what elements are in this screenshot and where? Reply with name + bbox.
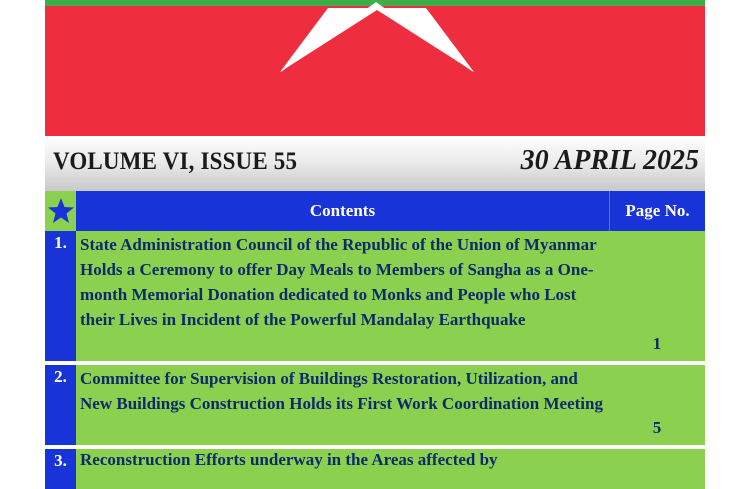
issue-date: 30 APRIL 2025 (520, 145, 699, 176)
toc-row-title[interactable]: Reconstruction Efforts underway in the Areas affected by (80, 450, 498, 469)
toc-header (45, 191, 705, 231)
toc-row[interactable] (45, 449, 705, 489)
volume-issue: VOLUME VI, ISSUE 55 (53, 148, 298, 175)
toc-row-number: 2. (45, 365, 76, 445)
contents-heading: Contents (309, 201, 376, 220)
toc-row-body (76, 231, 705, 361)
toc-row-page: 5 (652, 418, 662, 437)
toc-row-title[interactable]: Committee for Supervision of Buildings Restoration, Utilization, and New Buildings Construction Holds its First Work Coordination Meeting (80, 369, 603, 413)
issue-bar (45, 136, 705, 191)
toc-row-number: 1. (45, 231, 76, 361)
flag-star-icon (45, 0, 705, 136)
toc-row-page: 1 (652, 334, 662, 353)
star-icon (47, 197, 75, 225)
toc-row-body (76, 365, 705, 445)
page-number-heading: Page No. (609, 191, 705, 231)
toc-row-number: 3. (45, 449, 76, 489)
toc-row[interactable] (45, 231, 705, 361)
toc-star-cell (45, 191, 76, 231)
flag-banner (45, 0, 705, 136)
toc-row-body (76, 449, 705, 489)
toc-row[interactable] (45, 365, 705, 445)
toc-row-title[interactable]: State Administration Council of the Republic of the Union of Myanmar Holds a Ceremony to offer Day Meals to Members of Sangha as a One-month Memorial Donation dedicated to Monks and People who Lost their Lives in Incident of the Powerful Mandalay Earthquake (80, 235, 597, 329)
